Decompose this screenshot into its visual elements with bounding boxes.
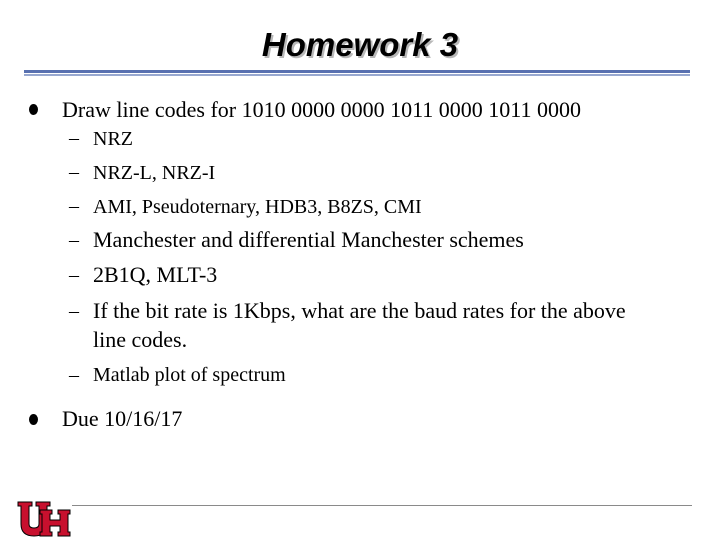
slide-title: Homework 3 <box>261 26 459 63</box>
sub-dash: – <box>69 300 79 322</box>
sub-item-continuation: line codes. <box>93 327 188 352</box>
sub-item: NRZ <box>93 128 133 150</box>
sub-item: AMI, Pseudoternary, HDB3, B8ZS, CMI <box>93 196 422 218</box>
bullet-text: Due 10/16/17 <box>62 406 183 431</box>
bullet-dot <box>29 414 38 425</box>
bullet-dot <box>29 104 38 115</box>
sub-dash: – <box>69 264 79 286</box>
sub-dash: – <box>69 364 79 386</box>
sub-item: NRZ-L, NRZ-I <box>93 162 216 184</box>
sub-dash: – <box>69 195 79 217</box>
sub-item: Manchester and differential Manchester schemes <box>93 227 524 252</box>
bullet-text: Draw line codes for 1010 0000 0000 1011 0000 1011 0000 <box>62 97 581 122</box>
title-divider <box>24 70 690 76</box>
sub-item: 2B1Q, MLT-3 <box>93 262 218 287</box>
sub-dash: – <box>69 127 79 149</box>
uh-logo-icon <box>16 500 72 538</box>
sub-dash: – <box>69 161 79 183</box>
sub-dash: – <box>69 229 79 251</box>
sub-item: If the bit rate is 1Kbps, what are the baud rates for the above <box>93 298 626 323</box>
sub-item: Matlab plot of spectrum <box>93 364 286 386</box>
footer-divider <box>72 505 692 506</box>
